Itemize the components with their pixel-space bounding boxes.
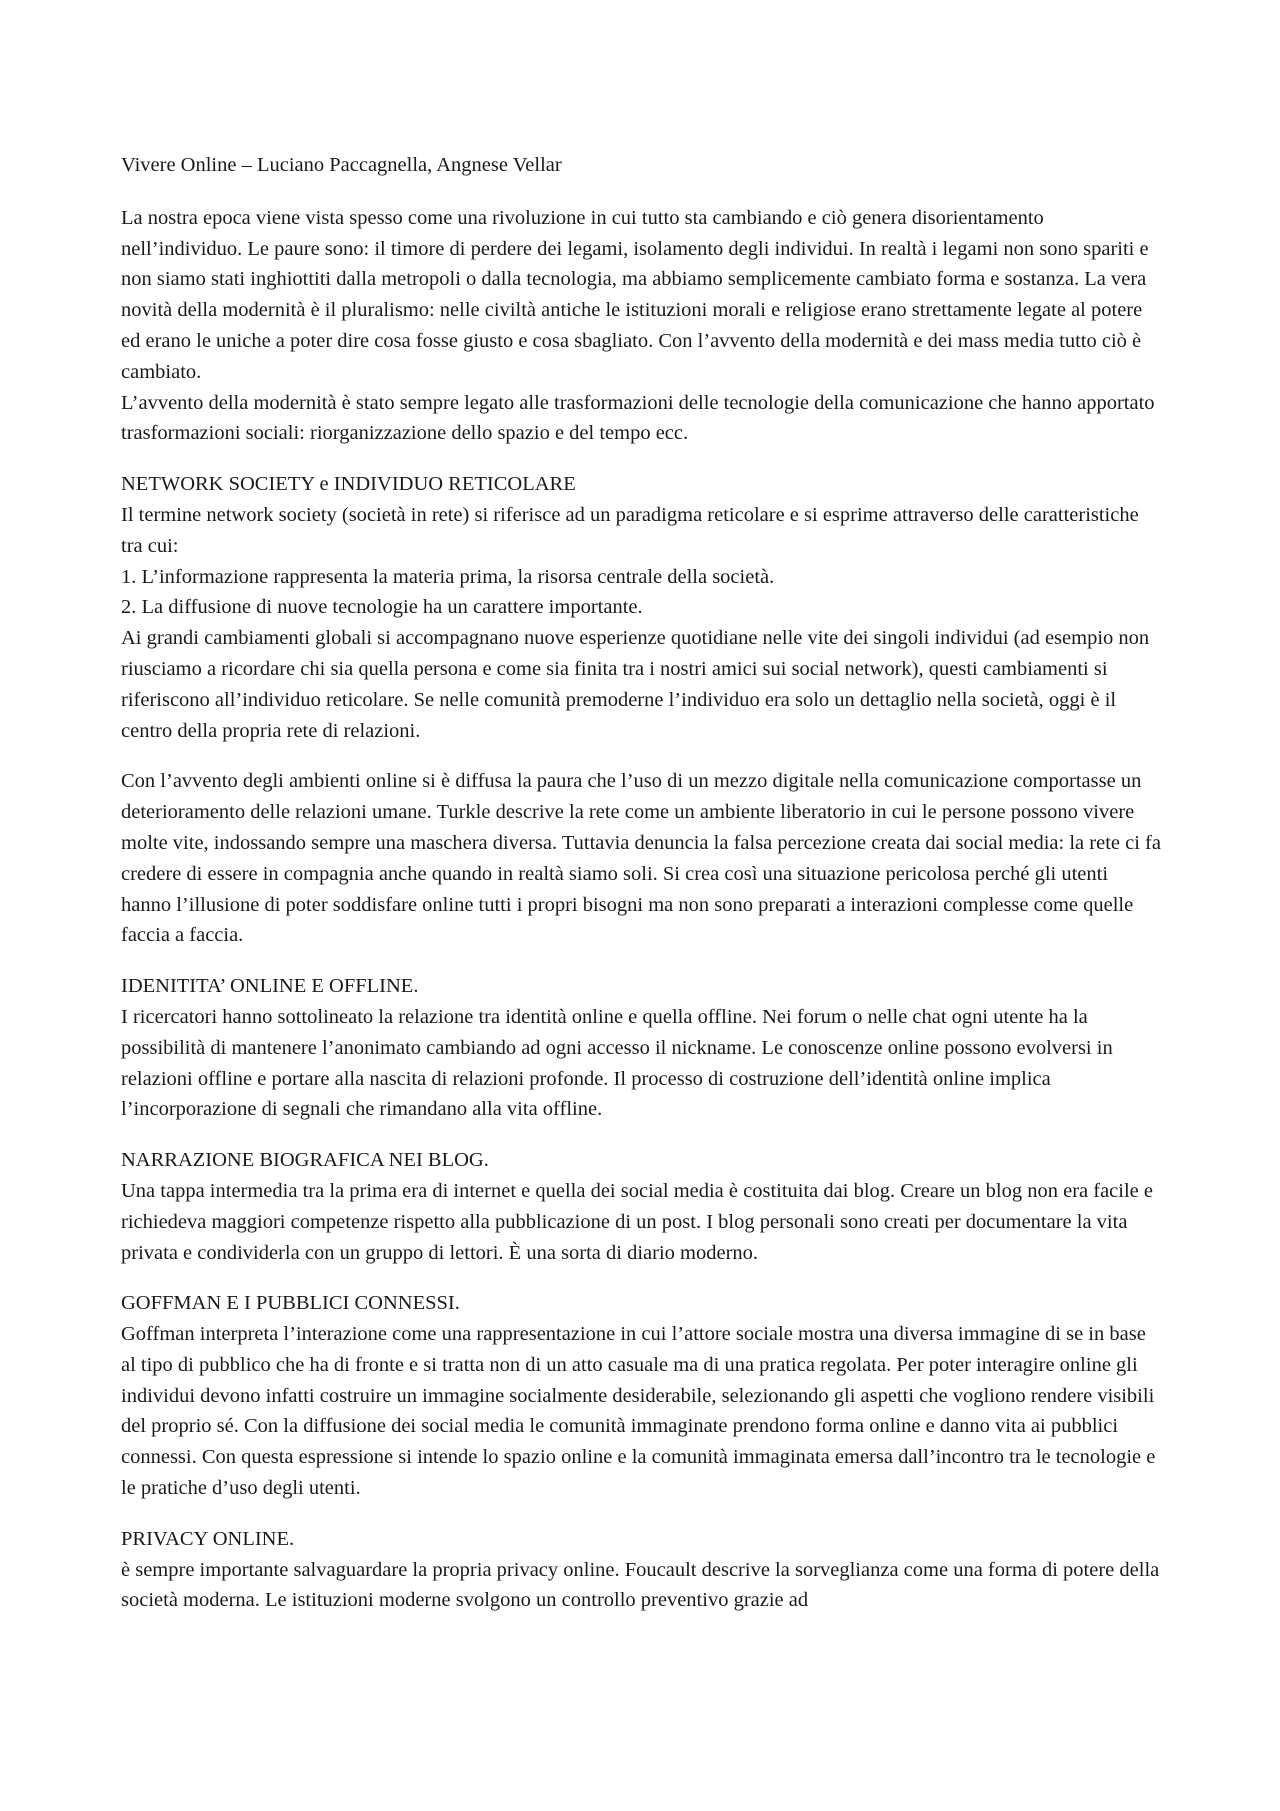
- intro-section: [121, 203, 1163, 449]
- identity-section: [121, 971, 1163, 1125]
- blog-section: [121, 1145, 1163, 1268]
- goffman-section: [121, 1288, 1163, 1504]
- online-environment-paragraph: Con l’avvento degli ambienti online si è diffusa la paura che l’uso di un mezzo digitale nella comunicazione comportasse un deterioramento delle relazioni umane. Turkle descrive la rete come un ambiente liberatorio in cui le persone possono vivere molte vite, indossando sempre una maschera diversa. Tuttavia denuncia la falsa percezione creata dai social media: la rete ci fa credere di essere in compagnia anche quando in realtà siamo soli. Si crea così una situazione pericolosa perché gli utenti hanno l’illusione di poter soddisfare online tutti i propri bisogni ma non sono preparati a interazioni complesse come quelle faccia a faccia.: [121, 770, 1161, 947]
- document-page: [121, 150, 1163, 1636]
- network-paragraph-2: Ai grandi cambiamenti globali si accompagnano nuove esperienze quotidiane nelle vite dei singoli individui (ad esempio non riusciamo a ricordare chi sia quella persona e come sia finita tra i nostri amici sui social network), questi cambiamenti si riferiscono all’individuo reticolare. Se nelle comunità premoderne l’individuo era solo un dettaglio nella società, oggi è il centro della propria rete di relazioni.: [121, 627, 1150, 742]
- intro-paragraph-2: L’avvento della modernità è stato sempre legato alle trasformazioni delle tecnologie della comunicazione che hanno apportato trasformazioni sociali: riorganizzazione dello spazio e del tempo ecc.: [121, 391, 1155, 445]
- network-section: [121, 469, 1163, 746]
- online-environment-section: [121, 766, 1163, 951]
- privacy-paragraph: è sempre importante salvaguardare la propria privacy online. Foucault descrive la sorveglianza come una forma di potere della società moderna. Le istituzioni moderne svolgono un controllo preventivo grazie ad: [121, 1558, 1160, 1612]
- section-heading-goffman: GOFFMAN E I PUBBLICI CONNESSI.: [121, 1292, 460, 1315]
- blog-paragraph: Una tappa intermedia tra la prima era di internet e quella dei social media è costituita dai blog. Creare un blog non era facile e richiedeva maggiori competenze rispetto alla pubblicazione di un post. I blog personali sono creati per documentare la vita privata e condividerla con un gruppo di lettori. È una sorta di diario moderno.: [121, 1179, 1153, 1264]
- intro-paragraph-1: La nostra epoca viene vista spesso come una rivoluzione in cui tutto sta cambiando e ciò genera disorientamento nell’individuo. Le paure sono: il timore di perdere dei legami, isolamento degli individui. In realtà i legami non sono spariti e non siamo stati inghiottiti dalla metropoli o dalla tecnologia, ma abbiamo semplicemente cambiato forma e sostanza. La vera novità della modernità è il pluralismo: nelle civiltà antiche le istituzioni morali e religiose erano strettamente legate al potere ed erano le uniche a poter dire cosa fosse giusto e cosa sbagliato. Con l’avvento della modernità e dei mass media tutto ciò è cambiato.: [121, 206, 1149, 383]
- section-heading-network: NETWORK SOCIETY e INDIVIDUO RETICOLARE: [121, 473, 576, 496]
- privacy-section: [121, 1524, 1163, 1616]
- list-item: 2. La diffusione di nuove tecnologie ha un carattere importante.: [121, 596, 643, 619]
- document-title: Vivere Online – Luciano Paccagnella, Angnese Vellar: [121, 154, 562, 176]
- section-heading-blog: NARRAZIONE BIOGRAFICA NEI BLOG.: [121, 1149, 489, 1172]
- goffman-paragraph: Goffman interpreta l’interazione come una rappresentazione in cui l’attore sociale mostra una diversa immagine di se in base al tipo di pubblico che ha di fronte e si tratta non di un atto casuale ma di una pratica regolata. Per poter interagire online gli individui devono infatti costruire un immagine socialmente desiderabile, selezionando gli aspetti che vogliono rendere visibili del proprio sé. Con la diffusione dei social media le comunità immaginate prendono forma online e danno vita ai pubblici connessi. Con questa espressione si intende lo spazio online e la comunità immaginata emersa dall’incontro tra le tecnologie e le pratiche d’uso degli utenti.: [121, 1323, 1156, 1500]
- identity-paragraph: I ricercatori hanno sottolineato la relazione tra identità online e quella offline. Nei forum o nelle chat ogni utente ha la possibilità di mantenere l’anonimato cambiando ad ogni accesso il nickname. Le conoscenze online possono evolversi in relazioni offline e portare alla nascita di relazioni profonde. Il processo di costruzione dell’identità online implica l’incorporazione di segnali che rimandano alla vita offline.: [121, 1005, 1113, 1121]
- section-heading-identity: IDENITITA’ ONLINE E OFFLINE.: [121, 975, 419, 998]
- section-heading-privacy: PRIVACY ONLINE.: [121, 1527, 295, 1550]
- network-paragraph-1: Il termine network society (società in rete) si riferisce ad un paradigma reticolare e si esprime attraverso delle caratteristiche tra cui:: [121, 503, 1139, 557]
- list-item: 1. L’informazione rappresenta la materia prima, la risorsa centrale della società.: [121, 565, 775, 588]
